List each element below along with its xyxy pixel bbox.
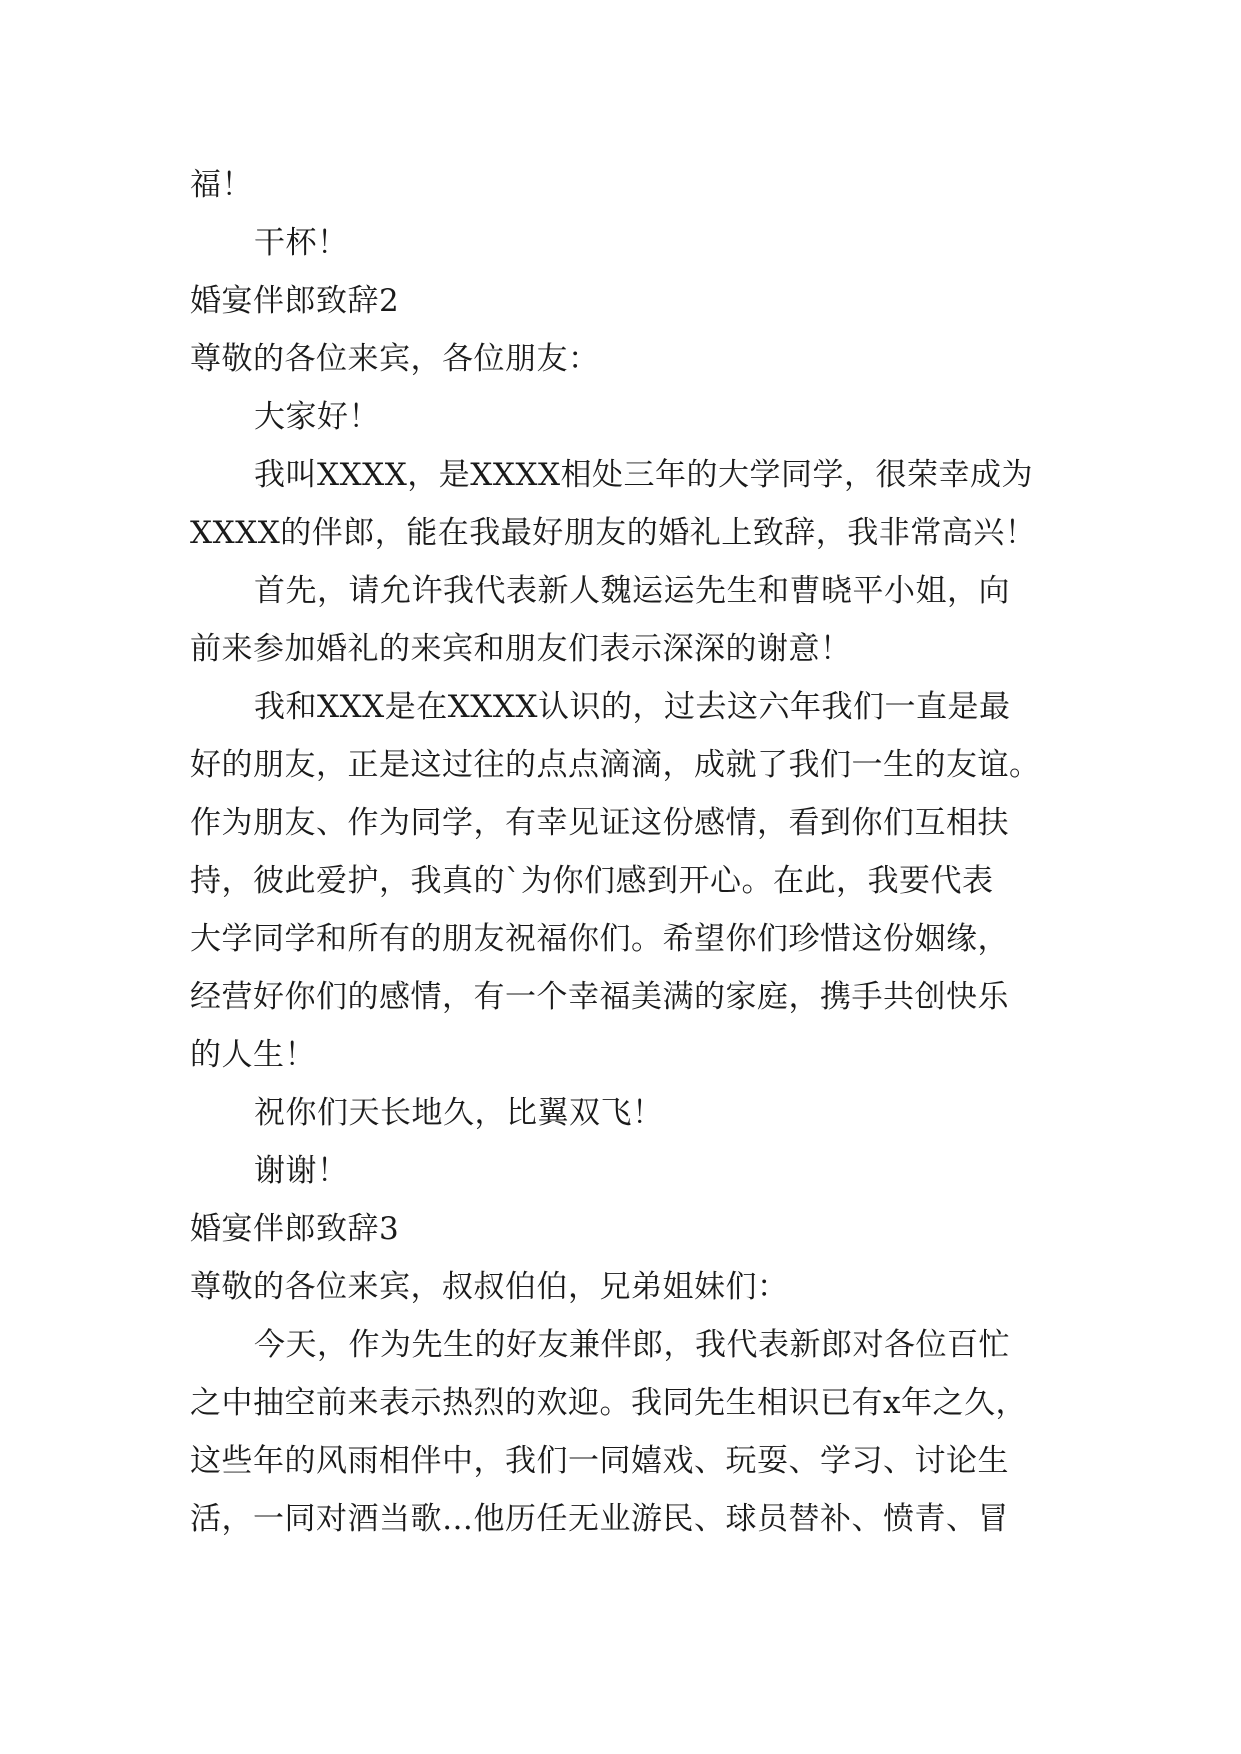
text-line: 首先，请允许我代表新人魏运运先生和曹晓平小姐，向 [254, 573, 1010, 609]
text-line: 福！ [190, 167, 253, 203]
text-line: 作为朋友、作为同学，有幸见证这份感情，看到你们互相扶 [190, 805, 1009, 841]
text-line: 我和XXX是在XXXX认识的，过去这六年我们一直是最 [254, 689, 1011, 725]
text-line: 活，一同对酒当歌…他历任无业游民、球员替补、愤青、冒 [190, 1501, 1009, 1537]
text-line: 干杯！ [254, 225, 349, 261]
text-line: 大学同学和所有的朋友祝福你们。希望你们珍惜这份姻缘， [190, 921, 1009, 957]
text-line: 祝你们天长地久，比翼双飞！ [254, 1095, 664, 1131]
text-line: 的人生！ [190, 1037, 316, 1073]
text-line: 谢谢！ [254, 1153, 349, 1189]
section-heading: 婚宴伴郎致辞2 [190, 283, 400, 319]
text-line: 今天，作为先生的好友兼伴郎，我代表新郎对各位百忙 [254, 1327, 1010, 1363]
section-heading: 婚宴伴郎致辞3 [190, 1211, 400, 1247]
text-line: 大家好！ [254, 399, 380, 435]
text-line: XXXX的伴郎，能在我最好朋友的婚礼上致辞，我非常高兴！ [190, 515, 1037, 551]
text-line: 好的朋友，正是这过往的点点滴滴，成就了我们一生的友谊。 [190, 747, 1041, 783]
salutation: 尊敬的各位来宾，叔叔伯伯，兄弟姐妹们： [190, 1269, 789, 1305]
text-line: 前来参加婚礼的来宾和朋友们表示深深的谢意！ [190, 631, 852, 667]
text-line: 之中抽空前来表示热烈的欢迎。我同先生相识已有x年之久， [190, 1385, 1027, 1421]
text-line: 经营好你们的感情，有一个幸福美满的家庭，携手共创快乐 [190, 979, 1009, 1015]
text-line: 我叫XXXX，是XXXX相处三年的大学同学，很荣幸成为 [254, 457, 1034, 493]
salutation: 尊敬的各位来宾，各位朋友： [190, 341, 600, 377]
text-line: 持，彼此爱护，我真的`为你们感到开心。在此，我要代表 [190, 863, 994, 899]
text-line: 这些年的风雨相伴中，我们一同嬉戏、玩耍、学习、讨论生 [190, 1443, 1009, 1479]
